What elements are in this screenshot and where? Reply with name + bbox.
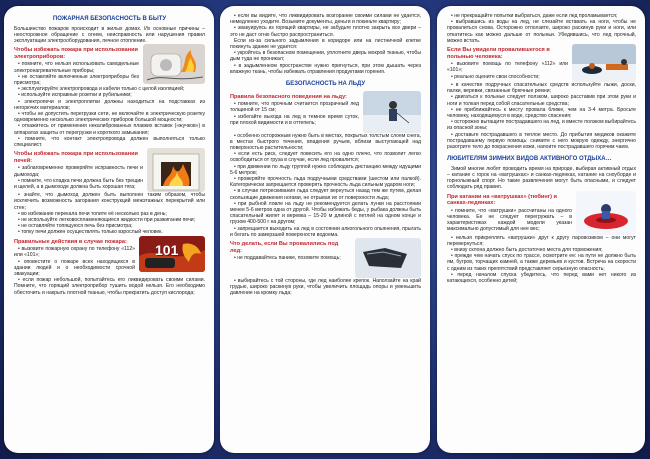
- list-item: • доставьте пострадавшего в теплое место. До прибытия медиков окажите пострадавшему первую помощь: снимите с него мокрую одежду, энергично разотрите тело до покраснения кожи, напоите пострадавшего горячим чаем.: [447, 131, 636, 151]
- list-item: • не оставляйте топящуюся печь без присмотра;: [18, 223, 133, 230]
- list-item: • укройтесь в безопасном помещении, уплотните дверь мокрой тканью, чтобы дым туда не проникал;: [230, 50, 421, 63]
- stove-section-title: Чтобы избежать пожара при использовании печей:: [14, 151, 138, 164]
- fire-actions-title: Правильные действия в случае пожара:: [14, 238, 127, 245]
- rescue-section-title: Если Вы увидели провалившегося в полынью человека:: [447, 47, 550, 60]
- list-item: • двигаться к полынье следует ползком, широко расставив при этом руки и ноги и толкая перед собой спасательные средства;: [447, 94, 636, 107]
- electrical-section-title: Чтобы избежать пожара при использовании электроприборов:: [14, 47, 138, 60]
- fell-through-ice-title: Что делать, если Вы провалились под лед:: [230, 240, 339, 254]
- list-item: • внизу склона должно быть достаточно места для торможения;: [451, 246, 603, 253]
- list-item: • откажитесь от применения некалиброванных плавких вставок («жучков») в аппаратах защиты от перегрузки и короткого замыкания;: [14, 123, 205, 136]
- list-item: • помните, что нельзя использовать самодельные электронагревательные приборы;: [14, 61, 139, 74]
- burning-appliance-image: [143, 44, 205, 84]
- tubing-image: [576, 191, 636, 235]
- list-item: • заблаговременно проверяйте исправность печи и дымохода;: [14, 165, 143, 178]
- list-item: • помните, что прочным считается прозрачный лед толщиной от 15 см;: [230, 101, 359, 114]
- list-item: • эксплуатируйте электропровода и кабели только с целой изоляцией;: [18, 86, 185, 93]
- list-item: • при движении по льду группой нужно соблюдать дистанцию между идущими 5-6 метров;: [230, 163, 421, 176]
- list-item: • если есть риск, следует повесить его на одно плечо, что позволит легко освободиться от груза в случае, если лед провалится;: [230, 151, 421, 164]
- phone-101-image: [139, 236, 205, 272]
- list-item: • знайте, что дымоход должен быть выполнен таким образом, чтобы исключить возможность загорания конструкций межэтажных перекрытий или стен;: [14, 192, 205, 211]
- list-item: • осторожно вытащите пострадавшего на лед, и вместе ползком выбирайтесь из опасной зоны;: [447, 119, 637, 132]
- winter-recreation-intro: Зимой многие любят проводить время на природе, выбирая активный отдых – катание с горок на «ватрушках» и санках-ледянках, катание на сноуборде и горнолыжный спорт. Но такие развлечения могут быть опасными, и следует соблюдать ряд правил.: [447, 165, 636, 191]
- list-item: • не используйте легковоспламеняющиеся жидкости при разжигании печи;: [18, 216, 196, 223]
- list-item: • в случае потрескивания льда следует вернуться назад тем же путем, делая скользящие движения ногами, не отрывая их от поверхности льда;: [230, 188, 421, 201]
- list-item: • помните, что контакт электропровода должен выполняться только специалист.: [14, 135, 205, 148]
- list-item: • вызовите помощь по телефону «112» или «101»;: [447, 61, 568, 74]
- list-item: • электропечи и электроплитки должны находиться на подставках из негорючих материалов;: [14, 98, 205, 111]
- list-item: • прежде чем начать спуск по трассе, осмотрите ее: на пути не должно быть ям, бугров, торчащих камней, а также деревьев и кустов. Встреча на скорости с одним из таких препятствий представляет серьезную опасность;: [447, 253, 636, 272]
- tubing-section-title: При катании на «ватрушках» (тюбинг) и санках-ледянках:: [447, 193, 557, 207]
- list-item: • вызовите пожарную охрану по телефону «112» или «101»;: [14, 246, 135, 259]
- fireplace-image: [147, 148, 205, 192]
- list-item: • не приближайтесь к месту провала ближе, чем на 3-4 метра. Бросьте человеку, находящемуся в воде, средство спасения;: [447, 106, 636, 120]
- list-item: • в качестве подручных спасательных средств используйте лыжи, доски, палки, веревки, связанные брючные ремни;: [447, 82, 636, 95]
- ice-fisherman-image: [363, 91, 421, 133]
- list-item: • во избежание перекала печи топите её несколько раз в день;: [18, 210, 167, 217]
- list-item: • используйте исправные розетки и рубильники;: [18, 92, 132, 99]
- list-item: • оповестите о пожаре всех находящихся в здании людей и о необходимости срочной эвакуации;: [14, 258, 135, 277]
- fire-safety-title: ПОЖАРНАЯ БЕЗОПАСНОСТЬ В БЫТУ: [52, 16, 167, 22]
- ice-safety-title: БЕЗОПАСНОСТЬ НА ЛЬДУ: [285, 81, 366, 88]
- list-item: • запрещается выходить на лед в состоянии алкогольного опьянения, прыгать и бегать по замерзшей поверхности водоема.: [230, 225, 421, 238]
- panel-fire-safety: [4, 6, 214, 453]
- list-item: • эвакуируясь из горящей квартиры, не забудьте плотно закрыть все двери – это не даст огню быстро распространиться.: [230, 25, 421, 38]
- list-item: • помните, что «ватрушки» рассчитаны на одного человека. Ее не следует перегружать – в характеристиках каждой модели указан максимально допустимый для нее вес;: [447, 207, 572, 233]
- ice-rules-title: Правила безопасного поведения на льду:: [230, 93, 348, 100]
- list-item: • реально оцените свои способности;: [451, 73, 540, 80]
- list-item: • топку печи должен осуществлять только взрослый человек.: [18, 229, 163, 236]
- list-item: • выбирайтесь с той стороны, где лед наиболее крепок. Наползайте на край грудью, широко раскинув руки, чтобы увеличить площадь опоры и уменьшить давление на кромку льда;: [230, 277, 421, 297]
- list-item: • при рыбной ловле на льду не рекомендуется делать лунки на расстоянии менее 5-6 метров одна от другой. Чтобы избежать беды, у рыбака должны быть спасательный жилет и веревка – 15-20 м длиной с петлей на одном конце и грузом 400-500 г на другом;: [230, 200, 421, 226]
- list-item: • особенно осторожным нужно быть в местах, покрытых толстым слоем снега, в местах быстрого течения, впадения ручьев, вблизи выступающей над поверхностью растительности;: [230, 132, 421, 151]
- ice-hole-image: [355, 238, 421, 278]
- list-item: • не оставляйте включенные электроприборы без присмотра;: [14, 73, 139, 86]
- list-item: • выбравшись из воды на лед, не слезайте вставать на ноги, чтобы не провалиться снова. Осторожно отползите, широко раскинув руки и ноги, или откатитесь как можно дальше от полыньи. Убедившись, что лед прочный, можно встать.: [447, 19, 636, 44]
- list-item: • не прекращайте попытки выбраться, даже если лед проламывается;: [451, 13, 618, 19]
- fire-safety-intro: Большинство пожаров происходит в жилых домах. Их основные причины – неосторожное обращение с огнем, неисправность или нарушения правил эксплуатации электрооборудования, печное отопление.: [14, 25, 205, 44]
- emergency-number-badge: 101: [155, 241, 179, 258]
- panel-winter-recreation: [437, 6, 645, 453]
- panel-ice-safety: [220, 6, 430, 453]
- list-item: • избегайте выхода на лед в темное время суток, при плохой видимости и в оттепель;: [230, 113, 359, 126]
- list-item: • чтобы не допустить перегрузки сети, не включайте в электрическую розетку одновременно несколько электрических приборов большой мощности;: [14, 110, 205, 124]
- list-item: • проверяйте прочность льда подручными средствами (шестом или палкой). Категорически запрещается проверять прочность льда сильным ударом ноги;: [230, 175, 421, 189]
- ice-rescue-image: [572, 44, 636, 82]
- list-item: • нельзя прикреплять «ватрушки» друг к другу паровозиком – они могут перевернуться;: [447, 234, 636, 247]
- list-item: • если пожар небольшой, попытайтесь его ликвидировать своими силами. Помните, что горящий электроприбор тушить водой нельзя. Его необходимо обесточить и накрыть плотной тканью, чтобы прекратить доступ кислорода;: [14, 277, 205, 296]
- smoke-paragraph: Если из-за сильного задымления в коридоре или на лестничной клетке покинуть здание не удается:: [230, 37, 421, 51]
- list-item: • в задымленном пространстве нужно пригнуться, при этом дышать через влажную ткань, чтобы избежать отравления продуктами горения.: [230, 62, 421, 75]
- list-item: • помните, что кладка печи должна быть без трещин и щелей, а в дымоходе должна быть хорошая тяга;: [14, 177, 143, 190]
- list-item: • не поддавайтесь панике, позовите помощь;: [234, 255, 341, 262]
- winter-recreation-title: ЛЮБИТЕЛЯМ ЗИМНИХ ВИДОВ АКТИВНОГО ОТДЫХА…: [447, 156, 612, 163]
- list-item: • если вы видите, что ликвидировать возгорание своими силами не удается, немедленно уходите. Возьмите документы, деньги и покиньте квартиру;: [230, 13, 421, 26]
- list-item: • перед началом спуска убедитесь, что перед вами нет никого из катающихся, особенно детей;: [447, 271, 636, 284]
